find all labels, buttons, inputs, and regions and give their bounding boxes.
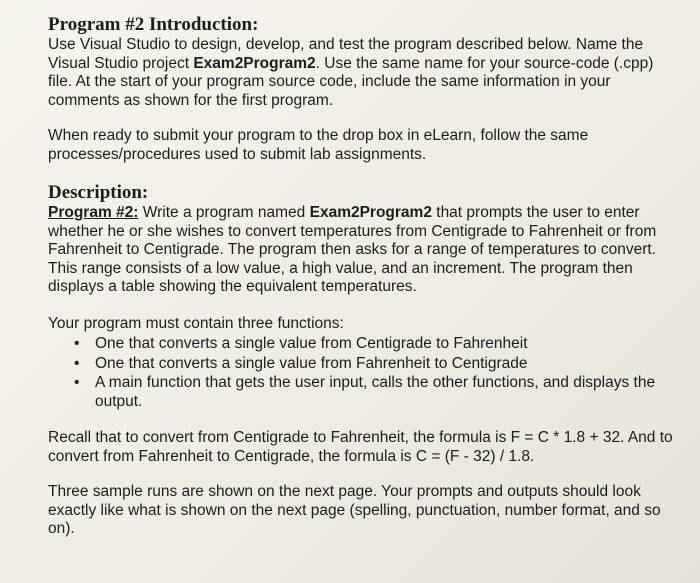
intro-text-2: . Use the same name for your source-code (.cpp) file. At the start of your program source code, include the same information in your comments as shown for the first program.	[48, 54, 654, 109]
introduction-heading: Program #2 Introduction:	[48, 14, 259, 35]
list-item	[74, 335, 674, 354]
introduction-section	[48, 14, 674, 164]
function-text: One that converts a single value from Centigrade to Fahrenheit	[95, 335, 528, 352]
submission-paragraph: When ready to submit your program to the drop box in eLearn, follow the same processes/procedures used to submit lab assignments.	[48, 127, 589, 163]
function-text: A main function that gets the user input, calls the other functions, and displays the output.	[95, 374, 656, 410]
description-heading: Description:	[48, 182, 149, 203]
intro-text-1: Use Visual Studio to design, develop, and test the program described below. Name the Visual Studio project	[48, 36, 644, 72]
program-label: Program #2:	[48, 204, 139, 221]
sample-runs-paragraph: Three sample runs are shown on the next page. Your prompts and outputs should look exactly like what is shown on the next page (spelling, punctuation, number format, and so on).	[48, 483, 661, 537]
description-paragraph	[48, 204, 674, 297]
list-item	[74, 355, 674, 374]
description-section	[48, 182, 674, 539]
functions-intro: Your program must contain three functions:	[48, 314, 344, 332]
function-text: One that converts a single value from Fahrenheit to Centigrade	[95, 354, 528, 372]
description-text-2: that prompts the user to enter whether he or she wishes to convert temperatures from Centigrade to Fahrenheit or from Fahrenheit to Centigrade. The program then asks for a range of temperatures to convert. This range consists of a low value, a high value, and an increment. The program then displays a table showing the equivalent temperatures.	[48, 204, 657, 295]
bullet-icon: •	[74, 335, 80, 352]
list-item	[74, 374, 674, 411]
formula-paragraph: Recall that to convert from Centigrade to Fahrenheit, the formula is F = C * 1.8 + 32. And to convert from Fahrenheit to Centigrade, the formula is C = (F - 32) / 1.8.	[48, 429, 673, 465]
program-name: Exam2Program2	[309, 204, 432, 221]
bullet-icon: •	[74, 374, 80, 391]
bullet-icon: •	[74, 354, 80, 372]
introduction-paragraph	[48, 36, 674, 110]
project-name: Exam2Program2	[193, 54, 316, 72]
functions-list	[48, 335, 674, 411]
description-text-1: Write a program named	[138, 204, 310, 221]
